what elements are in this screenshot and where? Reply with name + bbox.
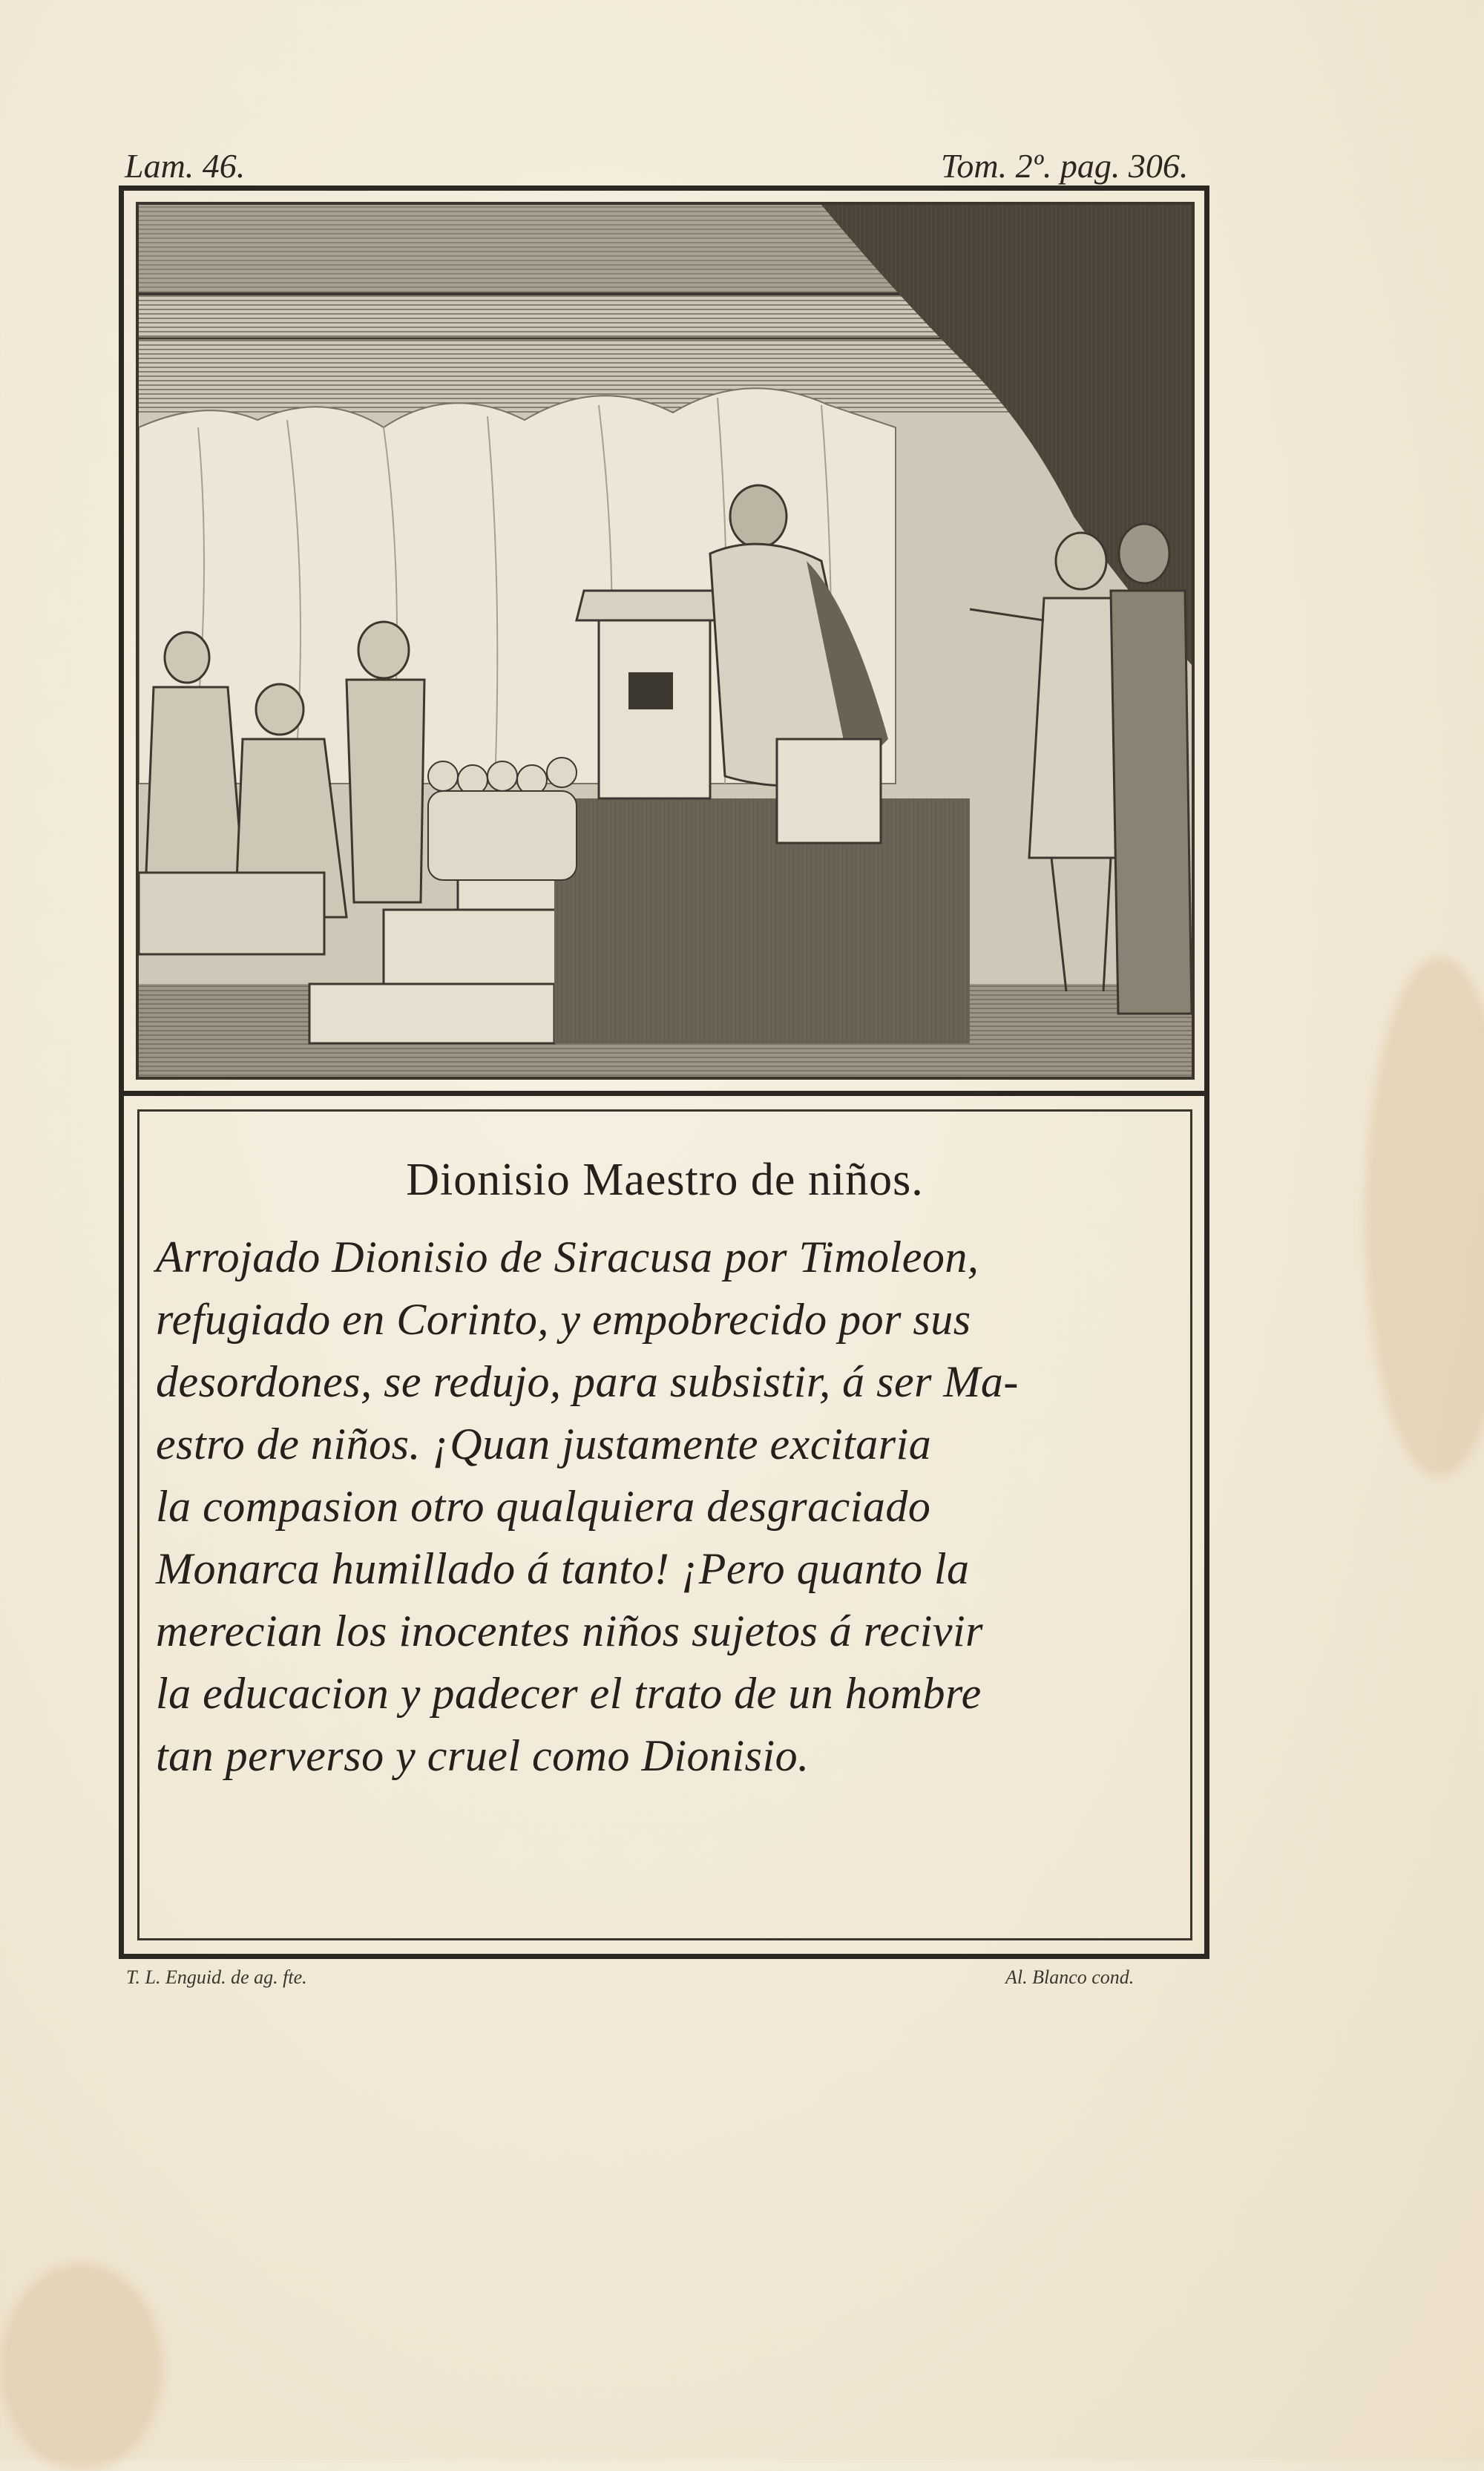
caption-title: Dionisio Maestro de niños. xyxy=(406,1155,924,1205)
caption-line: estro de niños. ¡Quan justamente excitaria xyxy=(156,1420,932,1469)
caption-line: tan perverso y cruel como Dionisio. xyxy=(156,1731,810,1780)
engraver-credit: T. L. Enguid. de ag. fte. xyxy=(126,1966,307,1988)
caption-line: Monarca humillado á tanto! ¡Pero quanto la xyxy=(156,1544,970,1593)
caption-line: la compasion otro qualquiera desgraciado xyxy=(156,1482,931,1531)
engraving-illustration xyxy=(136,202,1195,1080)
volume-page-reference: Tom. 2º. pag. 306. xyxy=(941,147,1189,185)
caption-line: refugiado en Corinto, y empobrecido por sus xyxy=(156,1295,971,1344)
caption-line: merecian los inocentes niños sujetos á recivir xyxy=(156,1607,984,1655)
paper-stain xyxy=(1365,957,1484,1477)
director-credit: Al. Blanco cond. xyxy=(1005,1966,1135,1988)
plate-number: Lam. 46. xyxy=(125,147,246,185)
paper-stain xyxy=(0,2263,163,2471)
frame-divider xyxy=(119,1091,1209,1096)
caption-line: la educacion y padecer el trato de un hombre xyxy=(156,1669,982,1718)
caption-line: Arrojado Dionisio de Siracusa por Timoleon, xyxy=(156,1233,979,1282)
caption-line: desordones, se redujo, para subsistir, á ser Ma- xyxy=(156,1357,1019,1406)
